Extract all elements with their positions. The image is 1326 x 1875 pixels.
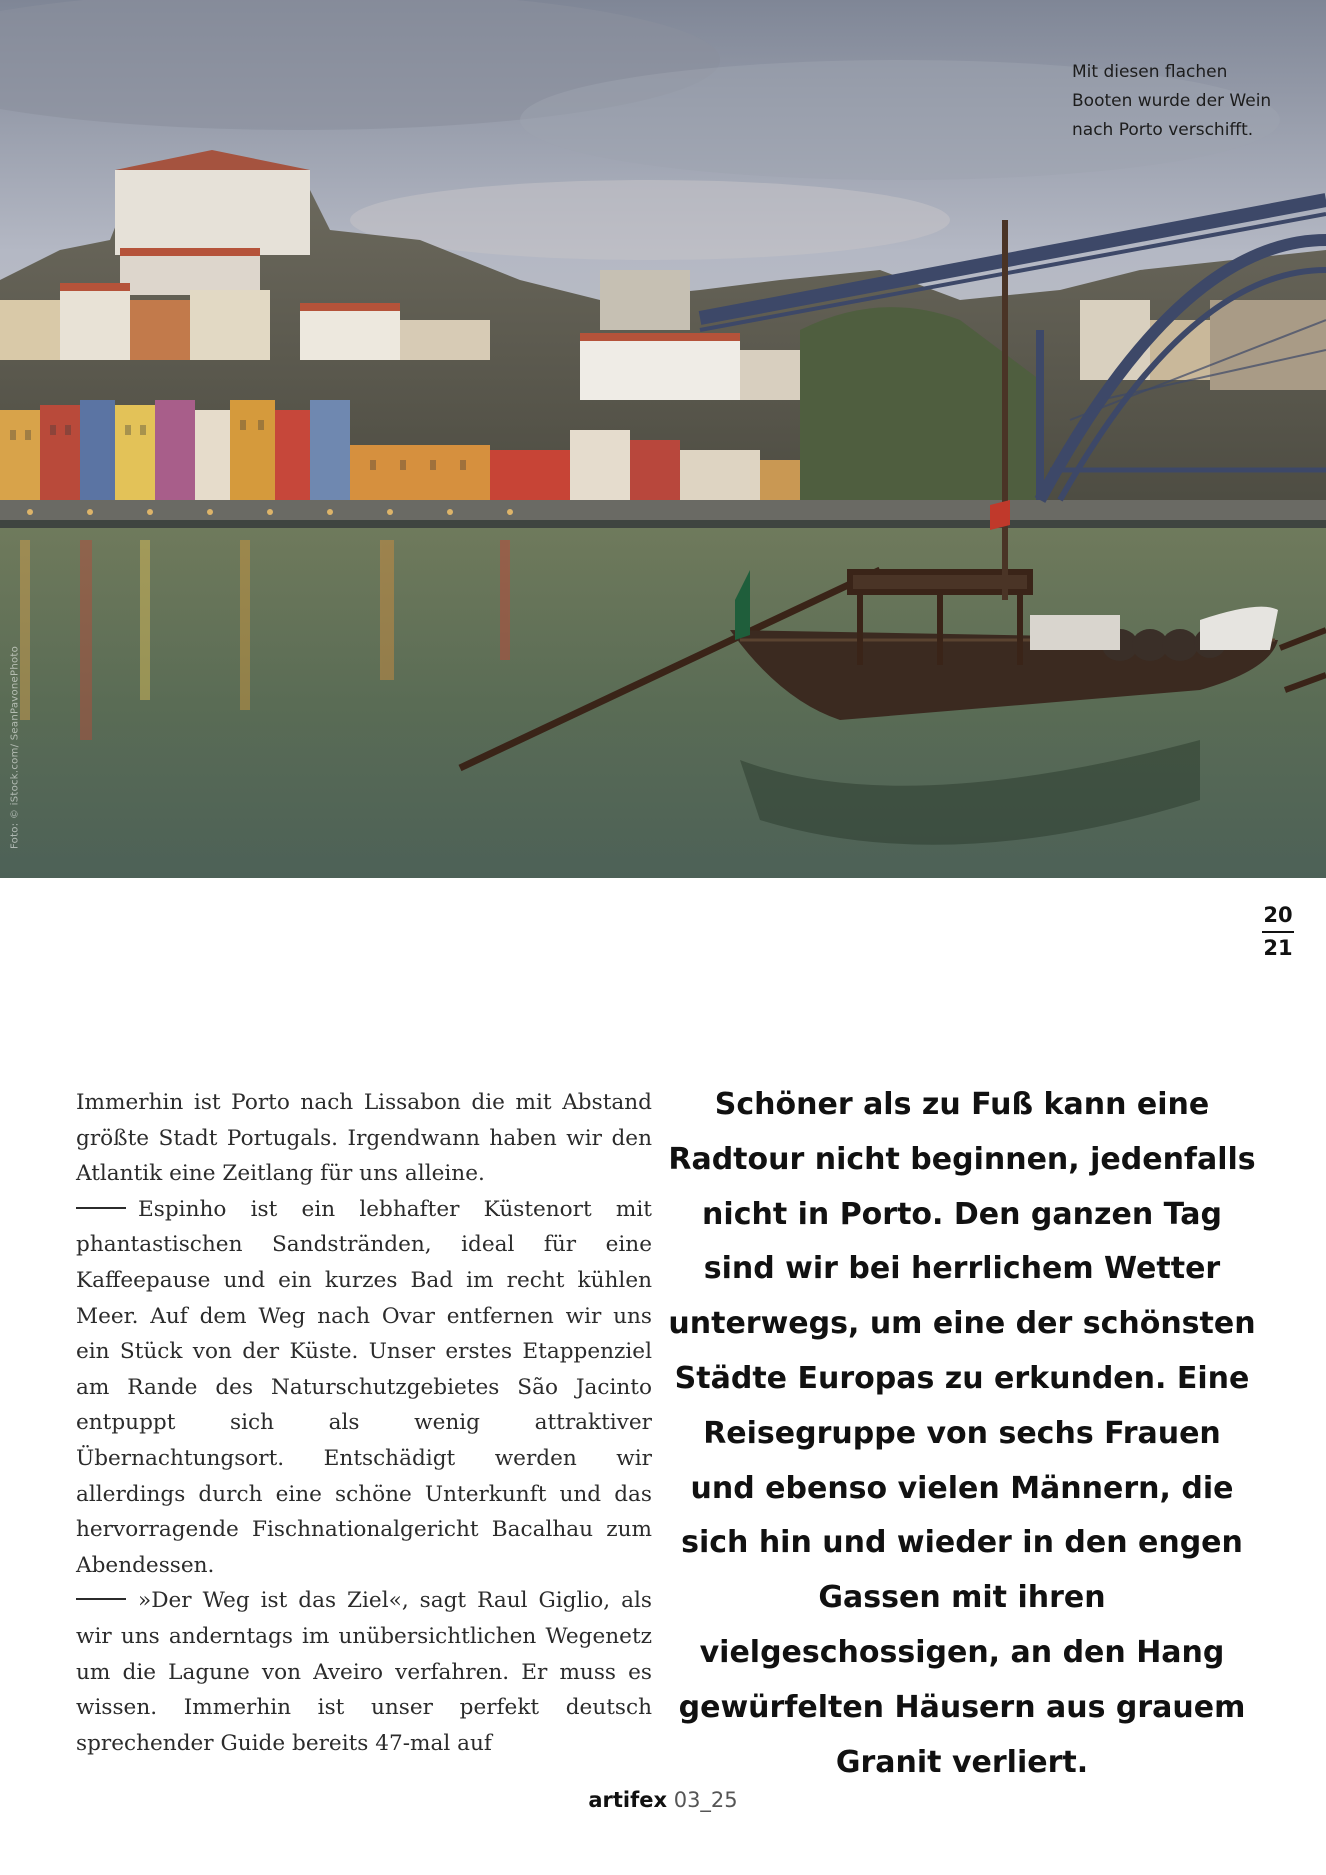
magazine-footer bbox=[0, 1788, 1326, 1812]
body-paragraph bbox=[76, 1192, 652, 1584]
issue-number: 03_25 bbox=[667, 1788, 738, 1812]
page-number bbox=[1258, 902, 1298, 962]
body-paragraph-text: Espinho ist ein lebhafter Küstenort mit phantastischen Sandstränden, ideal für eine Kaffeepause und ein kurzes Bad im recht kühlen Meer. Auf dem Weg nach Ovar entfernen wir uns ein Stück von der Küste. Unser erstes Etappenziel am Rande des Naturschutzgebietes São Jacinto entpuppt sich als wenig attraktiver Übernachtungsort. Entschädigt werden wir allerdings durch eine schöne Unterkunft und das hervorragende Fischnationalgericht Bacalhau zum Abendessen. bbox=[76, 1196, 652, 1578]
page-number-right: 21 bbox=[1263, 936, 1293, 960]
body-paragraph: Immerhin ist Porto nach Lissabon die mit Abstand größte Stadt Portugals. Irgendwann haben wir den Atlantik eine Zeitlang für uns alleine. bbox=[76, 1090, 652, 1187]
page-number-left: 20 bbox=[1263, 903, 1293, 927]
paragraph-dash bbox=[76, 1598, 126, 1600]
photo-caption: Mit diesen flachen Booten wurde der Wein nach Porto verschifft. bbox=[1072, 62, 1272, 140]
pull-quote: Schöner als zu Fuß kann eine Radtour nicht beginnen, jedenfalls nicht in Porto. Den ganzen Tag sind wir bei herrlichem Wetter unterwegs, um eine der schönsten Städte Europas zu erkunden. Eine Reisegruppe von sechs Frauen und ebenso vielen Männern, die sich hin und wieder in den engen Gassen mit ihren vielgeschossigen, an den Hang gewürfelten Häusern aus grauem Granit verliert. bbox=[668, 1087, 1256, 1780]
magazine-brand: artifex bbox=[588, 1788, 668, 1812]
article-body bbox=[76, 1085, 652, 1761]
hero-photo bbox=[0, 0, 1326, 878]
page-number-divider bbox=[1262, 931, 1294, 933]
body-paragraph-text: »Der Weg ist das Ziel«, sagt Raul Giglio, als wir uns anderntags im unübersichtlichen Wegenetz um die Lagune von Aveiro verfahren. Er muss es wissen. Immerhin ist unser perfekt deutsch sprechender Guide bereits 47-mal auf bbox=[76, 1588, 652, 1756]
photo-credit: Foto: © iStock.com/ SeanPavonePhoto bbox=[9, 645, 21, 850]
paragraph-dash bbox=[76, 1207, 126, 1209]
body-paragraph bbox=[76, 1583, 652, 1761]
